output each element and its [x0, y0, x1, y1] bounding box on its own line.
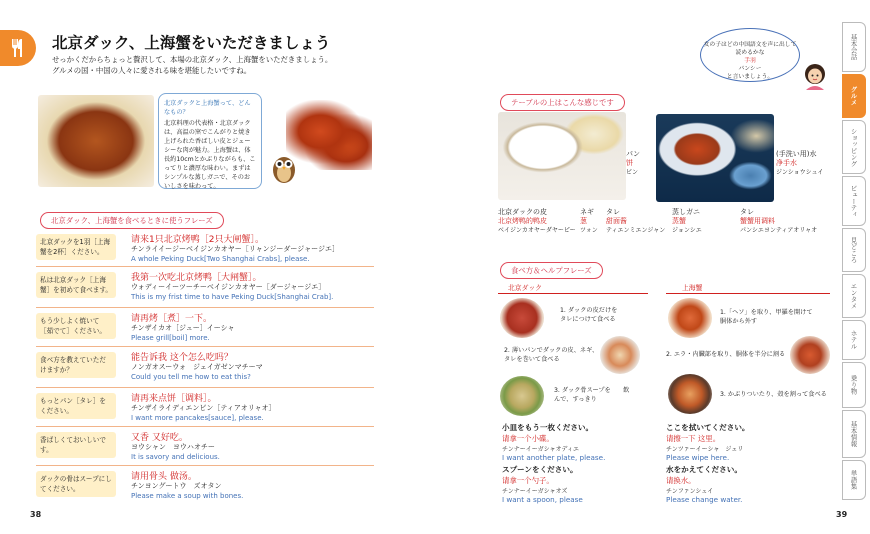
tab-sightseeing[interactable]: 見どころ [842, 228, 866, 272]
fork-knife-icon [0, 30, 36, 66]
label-leek: ネギ 葱 ツォン [580, 208, 598, 234]
section-label-phrases: 北京ダック、上海蟹を食べるときに使うフレーズ [40, 212, 224, 229]
help-phrase: スプーンをください。 请拿一个勺子。 チンナーイーガシャオズ I want a spoon, please [502, 465, 583, 504]
page-number-left: 38 [30, 510, 42, 519]
crab-table-photo [656, 114, 774, 202]
label-steamed-crab: 蒸しガニ 蒸蟹 ジョンシエ [672, 208, 702, 234]
subheading-duck: 北京ダック [508, 284, 542, 292]
owl-icon [270, 152, 298, 184]
tab-gourmet[interactable]: グルメ [842, 74, 866, 118]
duck-step1-photo [500, 298, 544, 338]
section-label-table: テーブルの上はこんな感じです [500, 94, 625, 111]
crab-step1: 1.「ヘソ」を取り、甲羅を開けて 胴体から外す [720, 309, 825, 325]
list-item: 食べ方を教えていただけますか？ 能告诉我 这个怎么吃吗？ ノンガオスーウォ ジェイガゼンマチーマ Could you tell me how to eat this? [36, 348, 374, 388]
tab-shopping[interactable]: ショッピング [842, 120, 866, 174]
crab-step1-photo [668, 298, 712, 338]
label-bread: パン 饼 ビン [626, 150, 640, 176]
list-item: もっとパン［タレ］をください。 请再来点饼［调料］。 チンザイライディエンビン［ティアオリャオ］ I want more pancakes[sauce], please. [36, 389, 374, 427]
crab-step3: 3. かぶりついたり、殻を割って食べる [720, 391, 827, 398]
speech-bubble: 女の子はどの中国語文を声に出して読めるかな 手羽 パンシー と言いましょう。 [700, 28, 800, 82]
intro-text: せっかくだからちょっと贅沢して、本場の北京ダック、上海蟹をいただきましょう。 グルメの国・中国の人々に愛される味を堪能したいですね。 [52, 55, 333, 75]
tab-entertainment[interactable]: エンタメ [842, 274, 866, 318]
info-box-title: 北京ダックと上海蟹って、どんなもの？ [164, 100, 251, 116]
list-item: もう少しよく焼いて［茹でて］ください。 请再烤［煮］一下。 チンザイカオ［ジュー］イーシャ Please grill[boil] more. [36, 309, 374, 347]
girl-icon [802, 62, 828, 90]
info-box-body: 北京料理の代表格・北京ダックは、高温の窯でこんがりと焼き上げられた香ばしい皮とジューシーな肉が魅力。上海蟹は、体長約10cmとかぶりながらも、こってりと濃厚な味わい。まずはシンプルな蒸しガニで、そのおいしさを味わって。 [164, 120, 256, 190]
label-sauce: タレ 甜面酱 ティエンミエンジャン [606, 208, 666, 234]
tab-beauty[interactable]: ビューティ [842, 176, 866, 226]
peking-duck-photo [38, 95, 154, 187]
shanghai-crab-photo [286, 100, 372, 170]
label-finger-bowl: (手洗い用)水 净手水 ジンショウシュイ [776, 150, 824, 176]
list-item: 北京ダックを1羽［上海蟹を2杯］ください。 请来1只北京烤鸭［2只大闸蟹］。 チンライイージーベイジンカオヤー［リャンジーダージャージエ］ A whole Peking Duck[Two Shanghai Crabs], please. [36, 230, 374, 267]
divider [666, 293, 830, 294]
page-title: 北京ダック、上海蟹をいただきましょう [52, 34, 331, 52]
crab-step3-photo [668, 374, 712, 414]
help-phrase: ここを拭いてください。 请擦一下 这里。 チンツァーイーシャ ジェリ Please wipe here. [666, 423, 750, 462]
duck-step3-photo [500, 376, 544, 416]
list-item: ダックの骨はスープにしてください。 请用骨头 做汤。 チンヨングートウ ズオタン Please make a soup with bones. [36, 467, 374, 507]
tab-basic-info[interactable]: 基本情報 [842, 410, 866, 458]
divider [498, 293, 648, 294]
duck-table-photo [498, 112, 626, 200]
list-item: 私は北京ダック［上海蟹］を初めて食べます。 我第一次吃北京烤鸭［大闸蟹］。 ウォディーイーツーチーベイジンカオヤー［ダージャージエ］ This is my frist time to have Peking Duck[Shanghai Crab]. [36, 268, 374, 308]
help-phrase: 水をかえてください。 请换水。 チンファンシュイ Please change water. [666, 465, 743, 504]
duck-step2: 2. 薄いパンでダックの皮、ネギ、タレを巻いて食べる [504, 347, 599, 363]
crab-step2-photo [790, 336, 830, 374]
tab-glossary[interactable]: 単語集 [842, 460, 866, 500]
label-duck-skin: 北京ダックの皮 北京烤鸭的鸭皮 ベイジンカオヤーダヤーピー [498, 208, 576, 234]
subheading-crab: 上海蟹 [682, 284, 703, 292]
tab-hotel[interactable]: ホテル [842, 320, 866, 360]
label-crab-sauce: タレ 蟹蟹用调料 パンシエヨンティアオリャオ [740, 208, 818, 234]
crab-step2: 2. エラ・内臓部を取り、胴体を半分に割る [666, 351, 786, 358]
tab-basic-conversation[interactable]: 基本会話 [842, 22, 866, 72]
info-box [158, 93, 262, 189]
section-label-howto: 食べ方＆ヘルプフレーズ [500, 262, 603, 279]
help-phrase: 小皿をもう一枚ください。 请拿一个小碟。 チンナーイーガシャオディエ I want another plate, please. [502, 423, 606, 462]
duck-step1: 1. ダックの皮だけを タレにつけて食べる [560, 307, 630, 323]
duck-step3: 3. ダック骨スープを 飲んで、すっきり [554, 387, 630, 403]
tab-transport[interactable]: 乗り物 [842, 362, 866, 408]
list-item: 香ばしくておいしいです。 又香 又好吃。 ヨウシャン ヨウハオチー It is savory and delicious. [36, 428, 374, 466]
page-number-right: 39 [836, 510, 848, 519]
duck-step2-photo [600, 336, 640, 374]
